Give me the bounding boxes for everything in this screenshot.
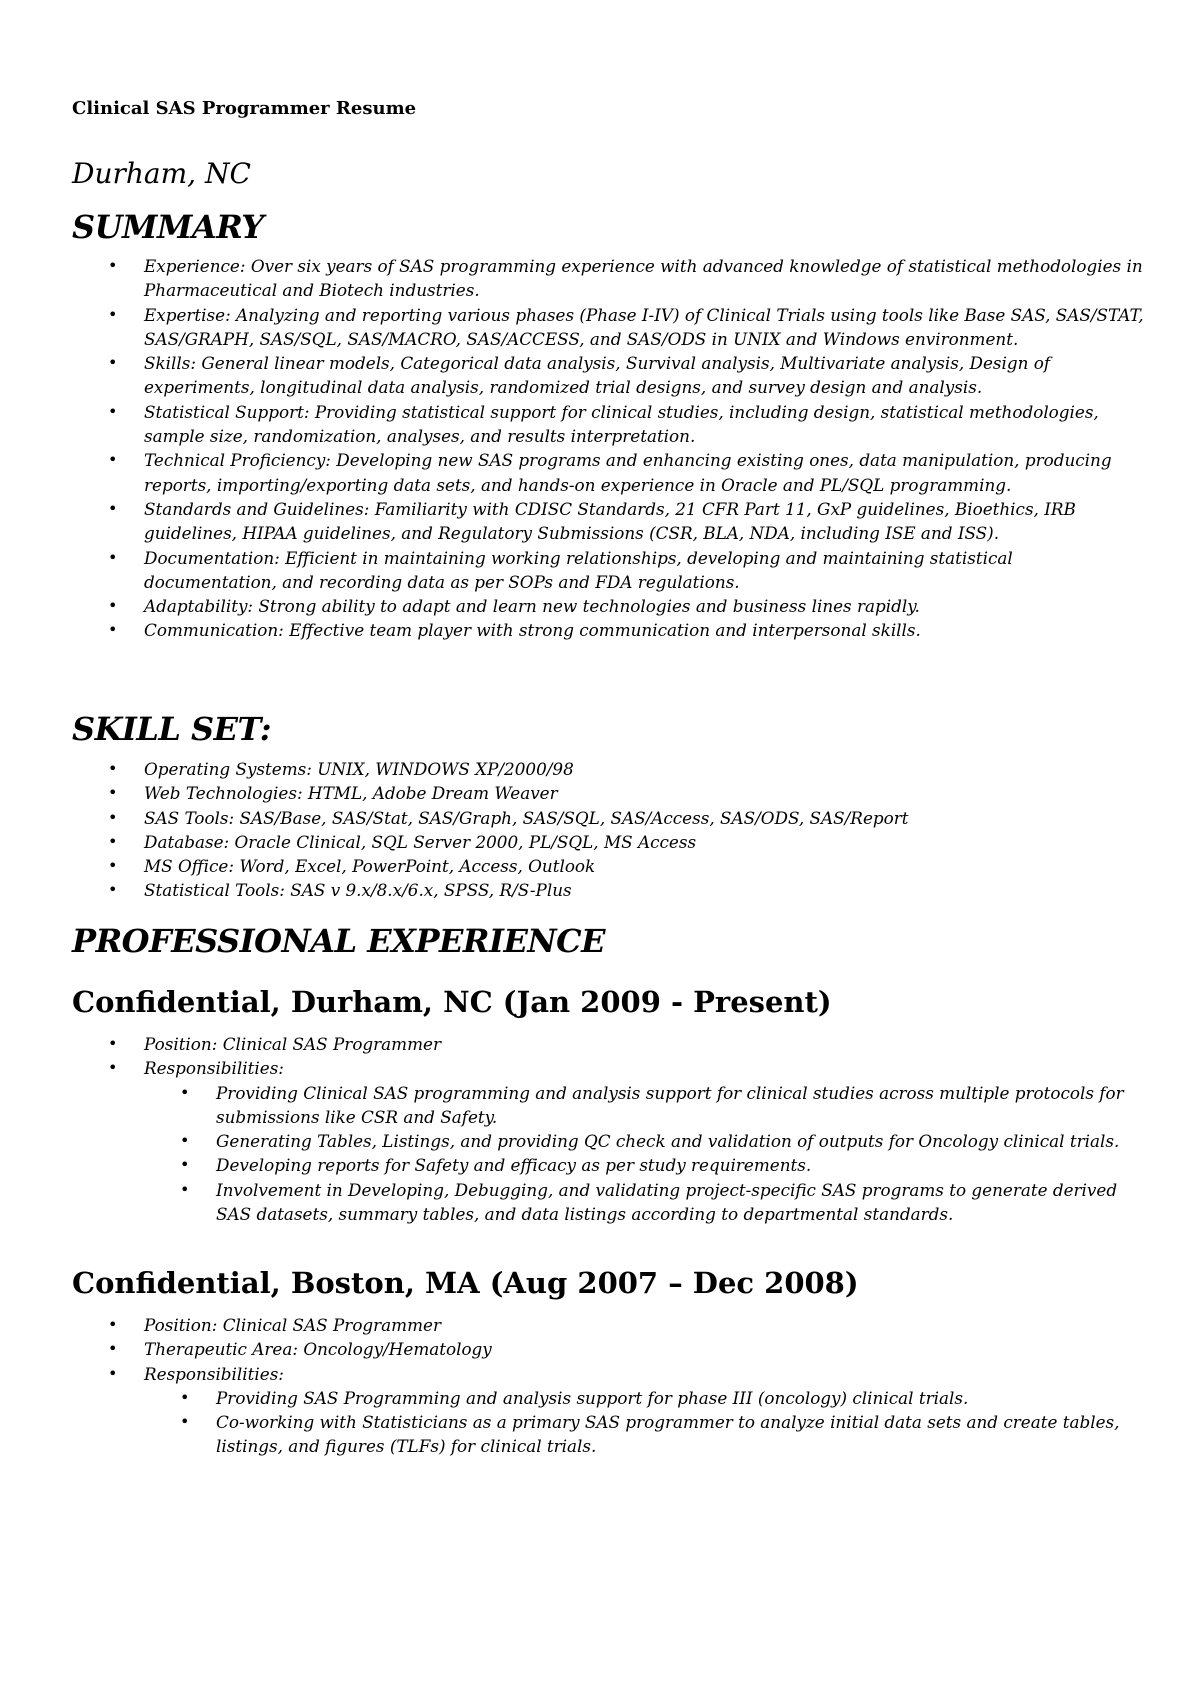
list-item: • Web Technologies: HTML, Adobe Dream Weaver bbox=[72, 781, 1144, 805]
list-item: • Statistical Tools: SAS v 9.x/8.x/6.x, SPSS, R/S-Plus bbox=[72, 878, 1144, 902]
job-details-list bbox=[72, 1032, 1132, 1226]
list-item: • Developing reports for Safety and efficacy as per study requirements. bbox=[72, 1153, 1146, 1177]
job-position: • Position: Clinical SAS Programmer bbox=[72, 1313, 1144, 1337]
job-responsibilities-label bbox=[72, 1056, 1144, 1226]
list-item: • Expertise: Analyzing and reporting various phases (Phase I-IV) of Clinical Trials using tools like Base SAS, SAS/STAT, SAS/GRAPH, SAS/SQL, SAS/MACRO, SAS/ACCESS, and SAS/ODS in UNIX and Windows environment. bbox=[72, 303, 1144, 352]
list-item: • Skills: General linear models, Categorical data analysis, Survival analysis, Multivariate analysis, Design of experiments, longitudinal data analysis, randomized trial designs, and survey design and analysis. bbox=[72, 351, 1144, 400]
skills-heading: SKILL SET: bbox=[72, 710, 272, 748]
list-item: • Communication: Effective team player with strong communication and interpersonal skills. bbox=[72, 618, 1144, 642]
job-heading: Confidential, Durham, NC (Jan 2009 - Present) bbox=[72, 985, 832, 1019]
job-details-list bbox=[72, 1313, 1132, 1459]
list-item: • Co-working with Statisticians as a primary SAS programmer to analyze initial data sets and create tables, listings, and figures (TLFs) for clinical trials. bbox=[72, 1410, 1146, 1459]
list-item: • Providing Clinical SAS programming and analysis support for clinical studies across multiple protocols for submissions like CSR and Safety. bbox=[72, 1081, 1146, 1130]
list-item: • MS Office: Word, Excel, PowerPoint, Access, Outlook bbox=[72, 854, 1144, 878]
responsibilities-list bbox=[72, 1386, 1144, 1459]
list-item: • Technical Proficiency: Developing new SAS programs and enhancing existing ones, data manipulation, producing reports, importing/exporting data sets, and hands-on experience in Oracle and PL/SQL programming. bbox=[72, 448, 1144, 497]
responsibilities-label: Responsibilities: bbox=[144, 1058, 284, 1079]
list-item: • Statistical Support: Providing statistical support for clinical studies, including design, statistical methodologies, sample size, randomization, analyses, and results interpretation. bbox=[72, 400, 1144, 449]
list-item: • Experience: Over six years of SAS programming experience with advanced knowledge of statistical methodologies in Pharmaceutical and Biotech industries. bbox=[72, 254, 1144, 303]
list-item: • Providing SAS Programming and analysis support for phase III (oncology) clinical trials. bbox=[72, 1386, 1146, 1410]
summary-list bbox=[72, 254, 1144, 643]
job-heading: Confidential, Boston, MA (Aug 2007 – Dec 2008) bbox=[72, 1266, 859, 1300]
list-item: • Standards and Guidelines: Familiarity with CDISC Standards, 21 CFR Part 11, GxP guidelines, Bioethics, IRB guidelines, HIPAA guidelines, and Regulatory Submissions (CSR, BLA, NDA, including ISE and ISS). bbox=[72, 497, 1144, 546]
list-item: • Involvement in Developing, Debugging, and validating project-specific SAS programs to generate derived SAS datasets, summary tables, and data listings according to departmental standards. bbox=[72, 1178, 1146, 1227]
responsibilities-list bbox=[72, 1081, 1144, 1227]
responsibilities-label: Responsibilities: bbox=[144, 1363, 284, 1384]
list-item: • Documentation: Efficient in maintaining working relationships, developing and maintaining statistical documentation, and recording data as per SOPs and FDA regulations. bbox=[72, 546, 1144, 595]
experience-heading: PROFESSIONAL EXPERIENCE bbox=[72, 922, 605, 960]
list-item: • Operating Systems: UNIX, WINDOWS XP/2000/98 bbox=[72, 757, 1144, 781]
list-item: • SAS Tools: SAS/Base, SAS/Stat, SAS/Graph, SAS/SQL, SAS/Access, SAS/ODS, SAS/Report bbox=[72, 806, 1144, 830]
list-item: • Database: Oracle Clinical, SQL Server 2000, PL/SQL, MS Access bbox=[72, 830, 1144, 854]
list-item: • Adaptability: Strong ability to adapt and learn new technologies and business lines rapidly. bbox=[72, 594, 1144, 618]
skills-list bbox=[72, 757, 1132, 903]
list-item: • Generating Tables, Listings, and providing QC check and validation of outputs for Oncology clinical trials. bbox=[72, 1129, 1146, 1153]
location-heading: Durham, NC bbox=[72, 157, 251, 190]
summary-heading: SUMMARY bbox=[72, 208, 264, 246]
job-position: • Position: Clinical SAS Programmer bbox=[72, 1032, 1144, 1056]
document-title: Clinical SAS Programmer Resume bbox=[72, 98, 417, 119]
job-responsibilities-label bbox=[72, 1362, 1144, 1459]
job-therapeutic-area: • Therapeutic Area: Oncology/Hematology bbox=[72, 1337, 1144, 1361]
